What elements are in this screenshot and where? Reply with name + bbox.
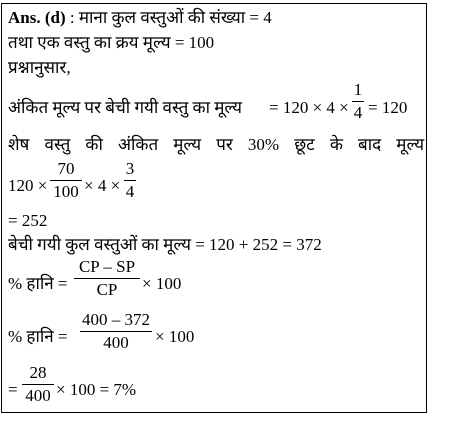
fraction-bar (80, 331, 152, 332)
line-11-post: × 100 = 7% (56, 380, 137, 399)
line-4 (8, 98, 242, 118)
line-5-word: मूल्य (396, 135, 425, 154)
fraction-denominator: 100 (53, 182, 79, 201)
fraction-bar (124, 180, 136, 181)
line-6-fraction-2 (124, 160, 136, 201)
line-2: तथा एक वस्तु का क्रय मूल्य = 100 (8, 33, 215, 52)
fraction-numerator: 3 (125, 159, 135, 178)
line-9-pre: % हानि = (8, 274, 68, 293)
fraction-denominator: CP (96, 280, 118, 299)
fraction-numerator: 28 (29, 363, 47, 382)
line-4-expr-post: = 120 (368, 98, 408, 117)
line-5-word: पर (216, 135, 233, 154)
line-4-fraction (352, 81, 364, 122)
fraction-numerator: CP – SP (78, 257, 136, 276)
fraction-denominator: 400 (103, 333, 129, 352)
answer-label: Ans. (d) (8, 8, 66, 27)
fraction-bar (352, 101, 364, 102)
fraction-denominator: 400 (25, 386, 51, 405)
fraction-bar (74, 278, 140, 279)
line-5-word: अंकित (118, 135, 159, 154)
line-10-pre: % हानि = (8, 327, 68, 346)
line-6-mid: × 4 × (84, 176, 121, 195)
line-5-word: मूल्य (173, 135, 202, 154)
marked-price-text: अंकित मूल्य पर बेची गयी वस्तु का मूल्य (8, 98, 243, 117)
line-8: बेची गयी कुल वस्तुओं का मूल्य = 120 + 252 = 372 (8, 235, 322, 254)
line-5 (8, 135, 424, 155)
fraction-numerator: 400 – 372 (82, 310, 150, 329)
line-1 (8, 8, 272, 28)
line-5-word: के (329, 135, 343, 154)
line-9-fraction (74, 258, 140, 299)
assumption-count: : माना कुल वस्तुओं की संख्या = 4 (69, 8, 272, 27)
fraction-denominator: 4 (353, 103, 363, 122)
line-5-word: छूट (294, 135, 315, 154)
fraction-numerator: 70 (57, 159, 75, 178)
fraction-numerator: 1 (353, 80, 363, 99)
line-7: = 252 (8, 211, 48, 230)
solution-box (1, 3, 427, 413)
line-10-fraction (80, 311, 152, 352)
line-5-word: वस्तु (44, 135, 71, 154)
fraction-bar (22, 384, 54, 385)
fraction-bar (50, 180, 82, 181)
line-6-pre: 120 × (8, 176, 48, 195)
line-4-expr-pre: = 120 × 4 × (269, 98, 349, 117)
line-6-fraction-1 (50, 160, 82, 201)
line-5-word: 30% (247, 135, 280, 154)
line-9-post: × 100 (142, 274, 182, 293)
line-5-word: की (85, 135, 103, 154)
line-5-word: शेष (8, 135, 30, 154)
line-10-post: × 100 (155, 327, 195, 346)
line-5-word: बाद (358, 135, 382, 154)
line-11-fraction (22, 364, 54, 405)
line-3: प्रश्नानुसार, (8, 58, 71, 77)
line-11-pre: = (8, 380, 18, 399)
fraction-denominator: 4 (125, 182, 135, 201)
